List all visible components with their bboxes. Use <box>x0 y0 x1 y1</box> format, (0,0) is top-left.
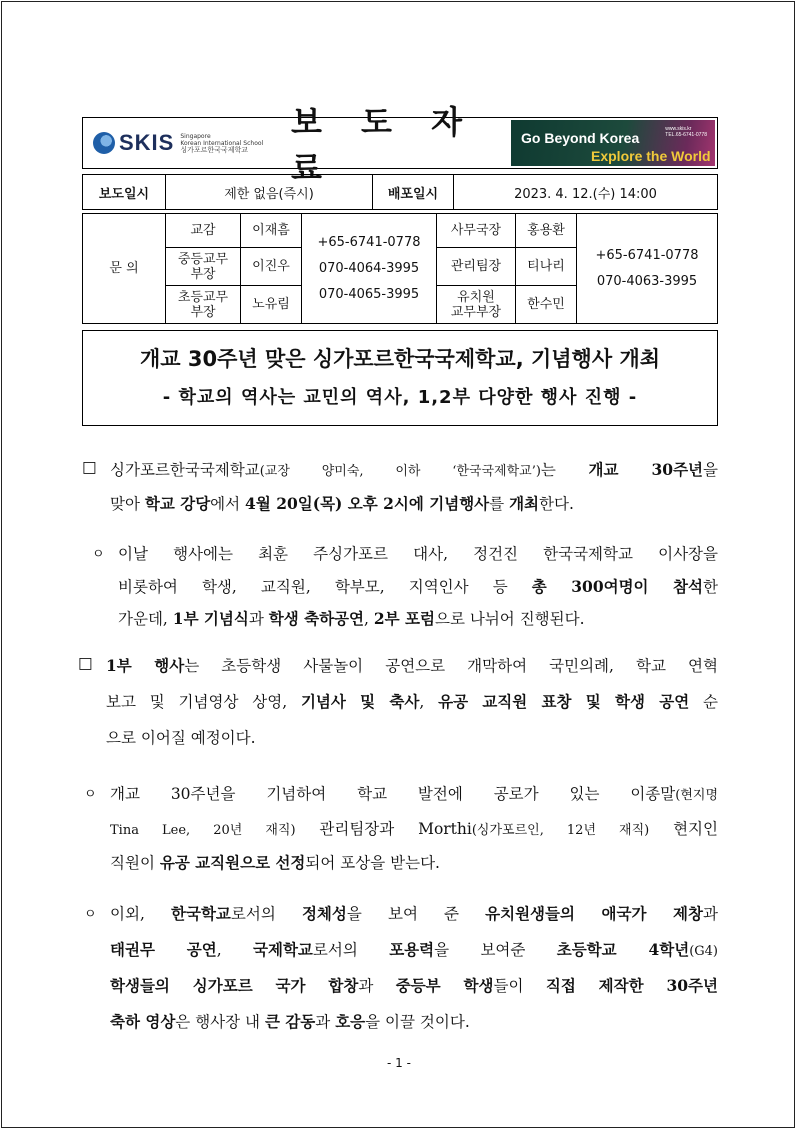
contact-role: 관리팀장 <box>437 248 516 286</box>
circle-bullet: ㅇ <box>84 907 97 922</box>
square-bullet: □ <box>78 654 93 672</box>
paragraph-line: 축하 영상은 행사장 내 큰 감동과 호응을 이끌 것이다. <box>110 1012 470 1031</box>
contact-name: 노유림 <box>241 286 302 324</box>
contact-phones-left <box>302 214 437 324</box>
headline-box <box>82 330 718 426</box>
paragraph-line: 가운데, 1부 기념식과 학생 축하공연, 2부 포럼으로 나뉘어 진행된다. <box>118 609 585 628</box>
phone-number: 070-4065-3995 <box>318 286 420 302</box>
distribution-value: 2023. 4. 12.(수) 14:00 <box>454 175 718 210</box>
contact-name: 이진우 <box>241 248 302 286</box>
banner-contact <box>665 126 707 138</box>
contact-label: 문 의 <box>83 214 166 324</box>
contact-table <box>82 213 718 324</box>
logo-sub-en1: Singapore <box>180 132 211 140</box>
contact-name: 홍용환 <box>516 214 577 248</box>
press-release-header <box>82 103 718 187</box>
phone-number: 070-4064-3995 <box>318 260 420 276</box>
contact-name: 티나리 <box>516 248 577 286</box>
contact-role: 중등교무 부장 <box>166 248 241 286</box>
distribution-label: 배포일시 <box>373 175 454 210</box>
logo-sub-ko: 싱가포르한국국제학교 <box>180 145 248 154</box>
contact-role: 교감 <box>166 214 241 248</box>
paragraph-line: Tina Lee, 20년 재직) 관리팀장과 Morthi(싱가포르인, 12년 재직) 현지인 <box>110 820 718 838</box>
paragraph-line: 이외, 한국학교로서의 정체성을 보여 준 유치원생들의 애국가 제창과 <box>110 904 718 923</box>
phone-number: 070-4063-3995 <box>596 273 698 289</box>
contact-name: 한수민 <box>516 286 577 324</box>
phone-number: +65-6741-0778 <box>595 247 699 263</box>
paragraph-line: 으로 이어질 예정이다. <box>106 729 256 747</box>
headline: 개교 30주년 맞은 싱가포르한국국제학교, 기념행사 개최 <box>139 347 661 371</box>
subheadline: - 학교의 역사는 교민의 역사, 1,2부 다양한 행사 진행 - <box>162 387 638 408</box>
paragraph-line: 보고 및 기념영상 상영, 기념사 및 축사, 유공 교직원 표창 및 학생 공연 순 <box>106 692 718 711</box>
paragraph-line: 1부 행사는 초등학생 사물놀이 공연으로 개막하여 국민의례, 학교 연혁 <box>106 656 718 675</box>
logo-sub-en2: Korean International School <box>180 139 264 147</box>
paragraph-line: 태권무 공연, 국제학교로서의 포용력을 보여준 초등학교 4학년(G4) <box>110 940 718 959</box>
banner-line2: Explore the World <box>591 148 711 164</box>
contact-role: 유치원 교무부장 <box>437 286 516 324</box>
circle-bullet: ㅇ <box>84 787 97 802</box>
paragraph-line: 학생들의 싱가포르 국가 합창과 중등부 학생들이 직접 제작한 30주년 <box>110 976 718 995</box>
banner-tel: TEL.65-6741-0778 <box>665 132 707 138</box>
square-bullet: □ <box>82 458 97 476</box>
report-date-value: 제한 없음(즉시) <box>166 175 373 210</box>
page-title: 보 도 자 료 <box>291 103 477 187</box>
paragraph-line: 개교 30주년을 기념하여 학교 발전에 공로가 있는 이종말(현지명 <box>110 785 718 803</box>
slogan-banner <box>511 120 715 166</box>
paragraph-line: 맞아 학교 강당에서 4월 20일(목) 오후 2시에 기념행사를 개최한다. <box>110 494 574 513</box>
logo-text: SKIS <box>119 130 175 155</box>
contact-role: 초등교무 부장 <box>166 286 241 324</box>
banner-web: www.skis.kr <box>665 126 692 132</box>
banner-line1: Go Beyond Korea <box>521 130 640 146</box>
contact-role: 사무국장 <box>437 214 516 248</box>
circle-bullet: ㅇ <box>92 547 105 562</box>
globe-icon <box>93 132 115 154</box>
paragraph-line: 이날 행사에는 최훈 주싱가포르 대사, 정건진 한국국제학교 이사장을 <box>118 545 718 563</box>
paragraph-line: 비롯하여 학생, 교직원, 학부모, 지역인사 등 총 300여명이 참석한 <box>118 577 718 596</box>
school-logo <box>83 118 291 168</box>
report-date-label: 보도일시 <box>83 175 166 210</box>
paragraph-line: 직원이 유공 교직원으로 선정되어 포상을 받는다. <box>110 853 440 872</box>
contact-name: 이재흠 <box>241 214 302 248</box>
logo-subtitle <box>180 133 263 154</box>
page-number: - 1 - <box>387 1056 411 1070</box>
phone-number: +65-6741-0778 <box>317 234 421 250</box>
contact-phones-right <box>577 214 718 324</box>
date-table <box>82 174 718 210</box>
paragraph-line: 싱가포르한국국제학교(교장 양미숙, 이하 ‘한국국제학교’)는 개교 30주년을 <box>110 460 719 479</box>
